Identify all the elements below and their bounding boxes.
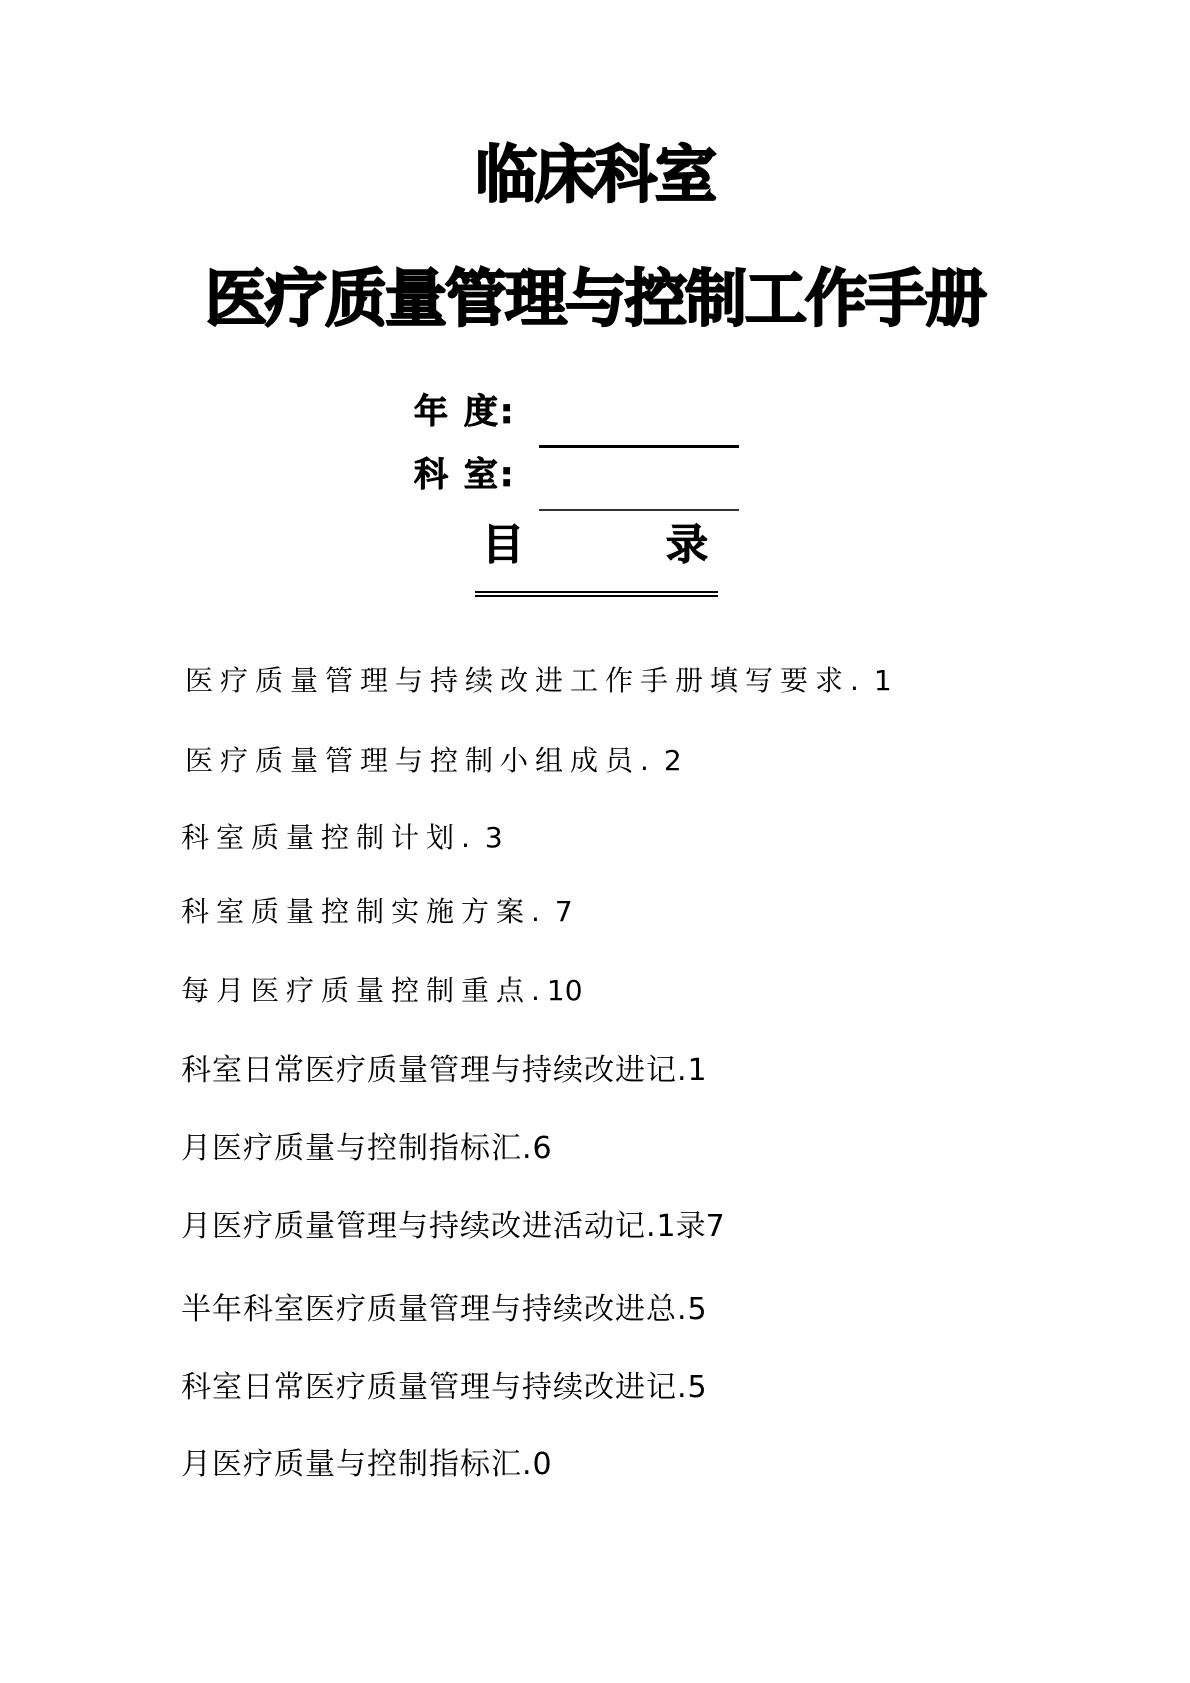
toc-entry[interactable] xyxy=(181,1293,707,1327)
toc-entry-page: 10 xyxy=(546,974,583,1007)
document-title-line1: 临床科室 xyxy=(474,138,715,211)
toc-heading-char2: 录 xyxy=(666,520,709,569)
toc-heading-char1: 目 xyxy=(482,520,525,569)
toc-entry[interactable] xyxy=(181,1132,552,1166)
department-label: 科 室: xyxy=(414,455,516,495)
toc-entry-page: 0 xyxy=(532,1447,552,1482)
toc-entry[interactable] xyxy=(181,1448,552,1482)
toc-entry-text: 科室质量控制计划. xyxy=(181,821,477,854)
toc-entry-page: 1 xyxy=(873,664,892,697)
toc-entry-page: 3 xyxy=(484,821,503,854)
toc-entry[interactable] xyxy=(181,895,573,929)
year-label: 年 度: xyxy=(414,392,516,432)
toc-entry-text: 半年科室医疗质量管理与持续改进总. xyxy=(181,1292,688,1327)
toc-entry[interactable] xyxy=(181,974,583,1008)
toc-entry-text: 医疗质量管理与持续改进工作手册填写要求. xyxy=(185,664,866,697)
toc-entry[interactable] xyxy=(181,1054,707,1088)
toc-entry-text: 每月医疗质量控制重点. xyxy=(181,974,547,1007)
toc-entry[interactable] xyxy=(181,821,503,855)
toc-entry-page: 5 xyxy=(687,1292,707,1327)
toc-entry-text: 科室日常医疗质量管理与持续改进记. xyxy=(181,1053,688,1088)
toc-entry-text: 科室日常医疗质量管理与持续改进记. xyxy=(181,1370,688,1405)
toc-entry-page: 1 xyxy=(687,1053,707,1088)
toc-entry-text: 月医疗质量与控制指标汇. xyxy=(181,1131,533,1166)
toc-entry-page: 6 xyxy=(532,1131,552,1166)
document-title-line2: 医疗质量管理与控制工作手册 xyxy=(204,262,985,335)
toc-entry[interactable] xyxy=(185,744,682,778)
toc-entry-text: 月医疗质量与控制指标汇. xyxy=(181,1447,533,1482)
toc-entry-page: 5 xyxy=(687,1370,707,1405)
toc-entry-text: 医疗质量管理与控制小组成员. xyxy=(185,744,656,777)
toc-entry-page: 2 xyxy=(663,744,682,777)
toc-entry-page: 1录7 xyxy=(656,1209,725,1244)
toc-entry[interactable] xyxy=(181,1210,725,1244)
toc-entry[interactable] xyxy=(185,664,892,698)
toc-entry[interactable] xyxy=(181,1371,707,1405)
toc-entry-page: 7 xyxy=(554,895,573,928)
toc-entry-text: 月医疗质量管理与持续改进活动记. xyxy=(181,1209,657,1244)
toc-entry-text: 科室质量控制实施方案. xyxy=(181,895,547,928)
